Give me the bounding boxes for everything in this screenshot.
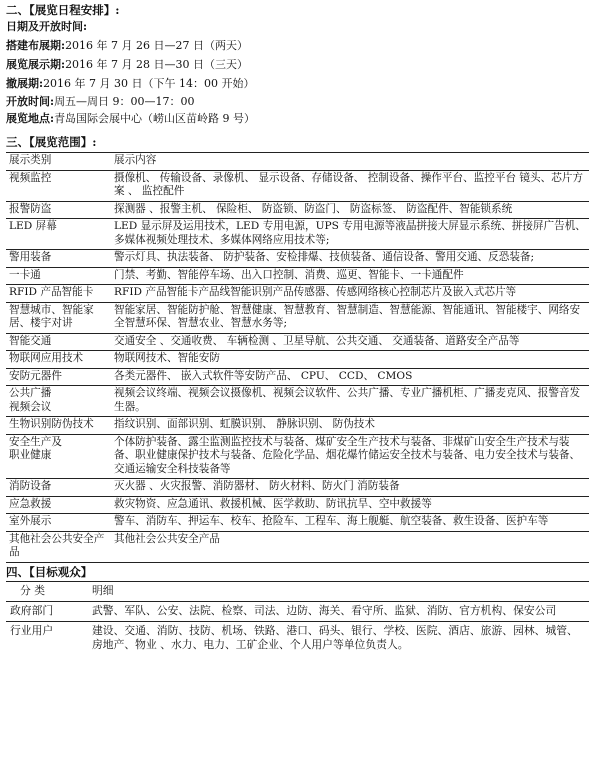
audience-detail: 武警、军队、公安、法院、检察、司法、边防、海关、看守所、监狱、消防、官方机构、保安公司 bbox=[90, 601, 589, 621]
audience-detail: 建设、交通、消防、技防、机场、铁路、港口、码头、银行、学校、医院、酒店、旅游、园林、城管、房地产、物业 、水力、电力、工矿企业、个人用户等单位负责人。 bbox=[92, 623, 578, 651]
teardown-label: 撤展期: bbox=[6, 77, 44, 90]
scope-category: 安防元器件 bbox=[6, 368, 112, 386]
teardown-value: 2016 年 7 月 30 日（下午 14：00 开始） bbox=[43, 77, 255, 90]
scope-category: 智能交通 bbox=[6, 333, 112, 351]
scope-row bbox=[6, 434, 589, 479]
section4-heading: 四、【目标观众】 bbox=[6, 564, 93, 579]
scope-content: LED 显示屏及运用技术，LED 专用电源，UPS 专用电源等液晶拼接大屏显示系统、拼接屏广告机、多媒体视频处理技术、多媒体网络应用技术等; bbox=[112, 219, 589, 250]
scope-row bbox=[6, 531, 589, 562]
scope-row bbox=[6, 302, 589, 333]
section2-heading: 二、【展览日程安排】: bbox=[6, 3, 120, 17]
scope-row bbox=[6, 333, 589, 351]
audience-col-detail: 明细 bbox=[90, 581, 589, 601]
scope-category: 室外展示 bbox=[6, 514, 112, 532]
scope-col-category: 展示类别 bbox=[6, 153, 112, 171]
dates-label: 日期及开放时间: bbox=[6, 20, 88, 33]
scope-content: 摄像机、 传输设备、录像机、 显示设备、存储设备、 控制设备、操作平台、监控平台 镜头、芯片方案 、 监控配件 bbox=[112, 170, 589, 201]
scope-category: 一卡通 bbox=[6, 267, 112, 285]
audience-col-category: 分 类 bbox=[6, 581, 90, 601]
scope-content: RFID 产品智能卡产品线智能识别产品传感器、传感网络核心控制芯片及嵌入式芯片等 bbox=[112, 285, 589, 303]
scope-category: 视频监控 bbox=[6, 170, 112, 201]
scope-header-row bbox=[6, 153, 589, 171]
scope-category: 消防设备 bbox=[6, 479, 112, 497]
venue-line bbox=[6, 110, 589, 127]
scope-row bbox=[6, 285, 589, 303]
scope-content: 门禁、考勤、智能停车场、出入口控制、消费、巡更、智能卡、一卡通配件 bbox=[112, 267, 589, 285]
show-line bbox=[6, 55, 589, 74]
scope-content: 探测器 、报警主机、 保险柜、 防盗锁、防盗门、 防盗标签、 防盗配件、智能锁系统 bbox=[112, 201, 589, 219]
show-value: 2016 年 7 月 28 日—30 日（三天） bbox=[65, 58, 249, 71]
scope-content: 各类元器件、 嵌入式软件等安防产品、 CPU、 CCD、 CMOS bbox=[112, 368, 589, 386]
setup-label: 搭建布展期: bbox=[6, 39, 66, 52]
scope-row bbox=[6, 368, 589, 386]
scope-row bbox=[6, 479, 589, 497]
scope-category: RFID 产品智能卡 bbox=[6, 285, 112, 303]
section3-heading: 三、【展览范围】: bbox=[6, 135, 97, 149]
scope-row bbox=[6, 267, 589, 285]
teardown-line bbox=[6, 74, 589, 93]
scope-row bbox=[6, 496, 589, 514]
scope-content: 救灾物资、应急通讯、救援机械、医学救助、防讯抗旱、空中救援等 bbox=[112, 496, 589, 514]
scope-row bbox=[6, 219, 589, 250]
scope-content: 交通安全 、交通收费、 车辆检测 、卫星导航、公共交通、 交通装备、道路安全产品等 bbox=[112, 333, 589, 351]
scope-content: 指纹识别、面部识别、虹膜识别、 静脉识别、 防伪技术 bbox=[112, 417, 589, 435]
scope-table bbox=[6, 152, 589, 563]
venue-value: 青岛国际会展中心（崂山区苗岭路 9 号） bbox=[54, 112, 256, 125]
scope-row bbox=[6, 201, 589, 219]
scope-col-content: 展示内容 bbox=[112, 153, 589, 171]
venue-label: 展览地点: bbox=[6, 112, 55, 125]
scope-row bbox=[6, 170, 589, 201]
scope-content: 个体防护装备、露尘监测监控技术与装备、煤矿安全生产技术与装备、非煤矿山安全生产技术与装备、职业健康保护技术与装备、危险化学品、烟花爆竹储运安全技术与装备、电力安全技术与装备、交通运输安全科技装备等 bbox=[112, 434, 589, 479]
scope-content: 灭火器 、火灾报警、消防器材、 防火材料、防火门 消防装备 bbox=[112, 479, 589, 497]
scope-category: 安全生产及 职业健康 bbox=[6, 434, 112, 479]
scope-category: 物联网应用技术 bbox=[6, 351, 112, 369]
hours-label: 开放时间: bbox=[6, 95, 55, 108]
scope-row bbox=[6, 514, 589, 532]
audience-category: 行业用户 bbox=[10, 623, 54, 637]
audience-row bbox=[6, 601, 589, 621]
audience-table bbox=[6, 581, 589, 655]
scope-category: LED 屏幕 bbox=[6, 219, 112, 250]
scope-content: 智能家居、智能防护舱、智慧健康、智慧教育、智慧制造、智慧能源、智能通讯、智能楼宇、网络安全智慧环保、智慧农业、智慧水务等; bbox=[112, 302, 589, 333]
scope-category: 智慧城市、智能家居、楼宇对讲 bbox=[6, 302, 112, 333]
hours-value: 周五—周日 9：00—17：00 bbox=[54, 95, 195, 108]
scope-content: 警车、消防车、押运车、校车、抢险车、工程车、海上舰艇、航空装备、救生设备、医护车等 bbox=[112, 514, 589, 532]
scope-category: 公共广播 视频会议 bbox=[6, 386, 112, 417]
audience-row bbox=[6, 621, 589, 655]
scope-content: 视频会议终端、视频会议摄像机、视频会议软件、公共广播、专业广播机柜、广播麦克风、报警音发生器。 bbox=[112, 386, 589, 417]
scope-content: 物联网技术、智能安防 bbox=[112, 351, 589, 369]
setup-line bbox=[6, 36, 589, 55]
scope-row bbox=[6, 351, 589, 369]
setup-value: 2016 年 7 月 26 日—27 日（两天） bbox=[65, 39, 249, 52]
scope-content: 警示灯具、执法装备、 防护装备、安检排爆、技侦装备、通信设备、警用交通、反恐装备; bbox=[112, 250, 589, 268]
show-label: 展览展示期: bbox=[6, 58, 66, 71]
scope-row bbox=[6, 386, 589, 417]
scope-category: 报警防盗 bbox=[6, 201, 112, 219]
scope-row bbox=[6, 250, 589, 268]
hours-line bbox=[6, 93, 589, 110]
scope-category: 警用装备 bbox=[6, 250, 112, 268]
scope-row bbox=[6, 417, 589, 435]
scope-category: 应急救援 bbox=[6, 496, 112, 514]
audience-header-row bbox=[6, 581, 589, 601]
scope-category: 生物识别防伪技术 bbox=[6, 417, 112, 435]
scope-content: 其他社会公共安全产品 bbox=[112, 531, 589, 562]
audience-category: 政府部门 bbox=[6, 601, 90, 621]
scope-category: 其他社会公共安全产品 bbox=[6, 531, 112, 562]
